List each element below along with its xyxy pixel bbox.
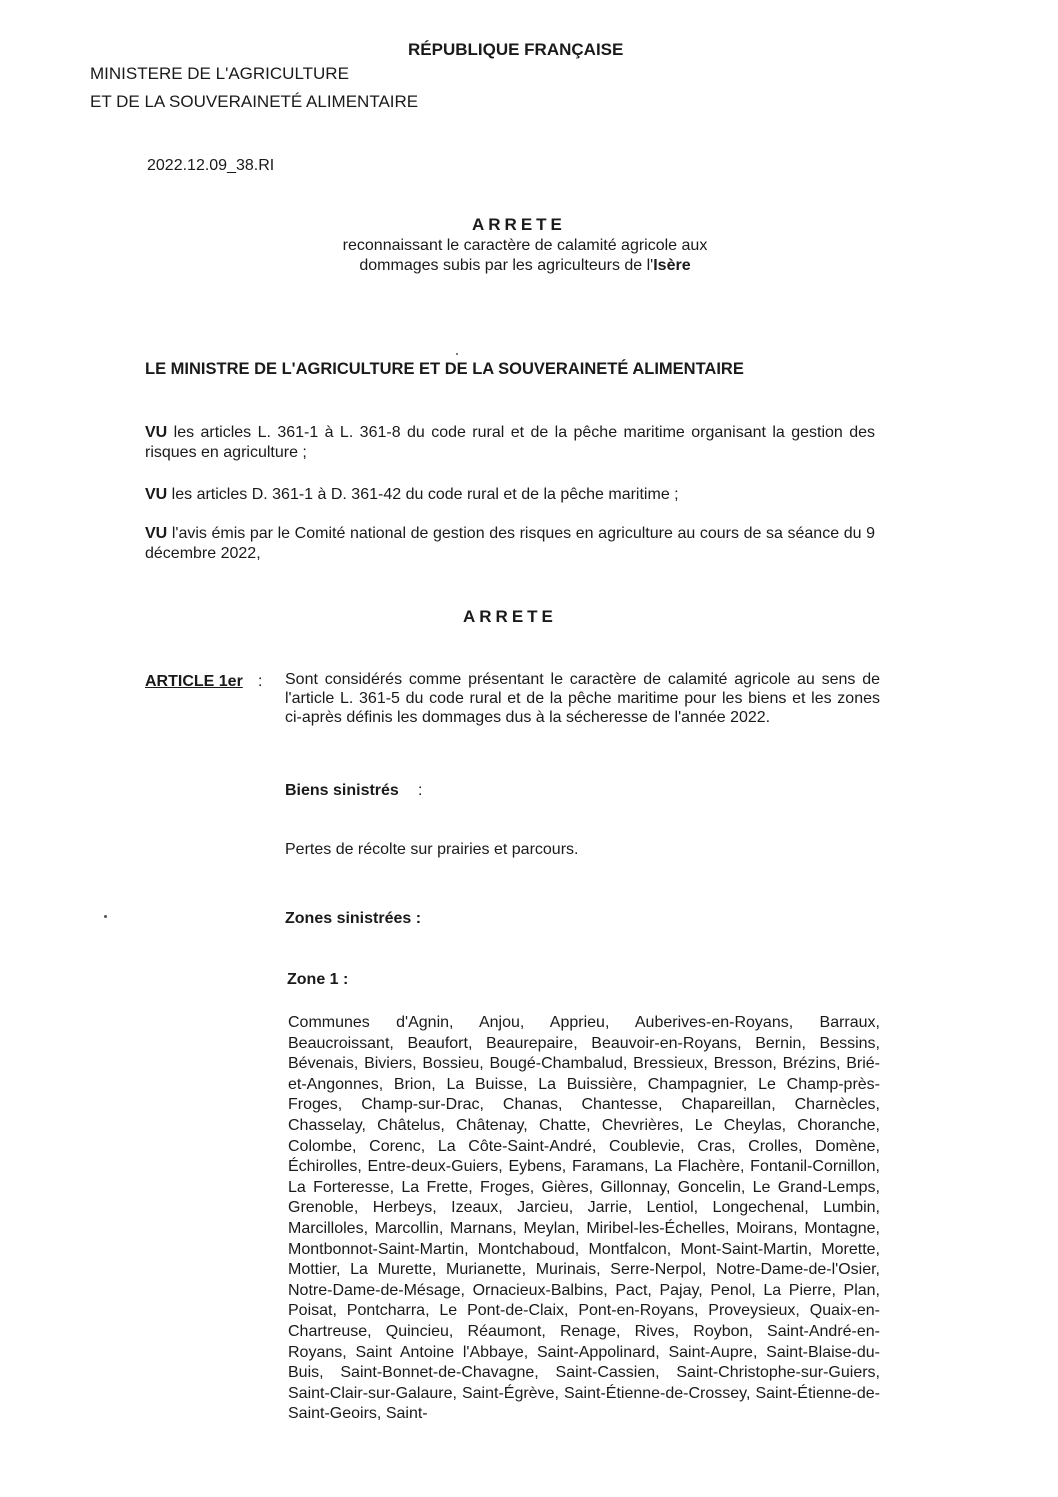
- minister-heading: LE MINISTRE DE L'AGRICULTURE ET DE LA SOUVERAINETÉ ALIMENTAIRE: [145, 360, 744, 378]
- vu-text: les articles L. 361-1 à L. 361-8 du code rural et de la pêche maritime organisant la gestion des risques en agriculture ;: [145, 424, 875, 461]
- biens-sinistres-label: Biens sinistrés: [285, 782, 399, 799]
- subtitle-text: reconnaissant le caractère de calamité agricole aux dommages subis par les agriculteurs de l': [342, 237, 708, 274]
- biens-sinistres-text: Pertes de récolte sur prairies et parcours.: [285, 841, 579, 858]
- vu-prefix: VU: [145, 525, 168, 542]
- document-title: ARRETE: [472, 215, 566, 234]
- vu-paragraph-1: [145, 423, 875, 463]
- article-1-colon: :: [258, 673, 263, 690]
- vu-prefix: VU: [145, 486, 168, 503]
- zone-1-label: Zone 1 :: [287, 971, 349, 988]
- zones-sinistrees-label: Zones sinistrées :: [285, 910, 422, 927]
- biens-sinistres-colon: :: [418, 782, 423, 799]
- department-name: Isère: [653, 257, 691, 274]
- vu-text: l'avis émis par le Comité national de gestion des risques en agriculture au cours de sa séance du 9 décembre 2022,: [145, 525, 875, 562]
- scan-speck: [104, 915, 107, 918]
- ministry-name-line2: ET DE LA SOUVERAINETÉ ALIMENTAIRE: [90, 92, 419, 111]
- article-1-text: Sont considérés comme présentant le caractère de calamité agricole au sens de l'article L. 361-5 du code rural et de la pêche maritime pour les biens et les zones ci-après définis les dommages dus à la sécheresse de l'année 2022.: [285, 671, 880, 726]
- arrete-heading: ARRETE: [463, 607, 557, 626]
- vu-paragraph-2: [145, 485, 875, 505]
- zone-1-communes: Communes d'Agnin, Anjou, Apprieu, Auberives-en-Royans, Barraux, Beaucroissant, Beaufort, Beaurepaire, Beauvoir-en-Royans, Bernin, Bessins, Bévenais, Biviers, Bossieu, Bougé-Chambalud, Bressieux, Bresson, Brézins, Brié-et-Angonnes, Brion, La Buisse, La Buissière, Champagnier, Le Champ-près-Froges, Champ-sur-Drac, Chanas, Chantesse, Chapareillan, Charnècles, Chasselay, Châtelus, Châtenay, Chatte, Chevrières, Le Cheylas, Choranche, Colombe, Corenc, La Côte-Saint-André, Coublevie, Cras, Crolles, Domène, Échirolles, Entre-deux-Guiers, Eybens, Faramans, La Flachère, Fontanil-Cornillon, La Forteresse, La Frette, Froges, Gières, Gillonnay, Goncelin, Le Grand-Lemps, Grenoble, Herbeys, Izeaux, Jarcieu, Jarrie, Lentiol, Longechenal, Lumbin, Marcilloles, Marcollin, Marnans, Meylan, Miribel-les-Échelles, Moirans, Montagne, Montbonnot-Saint-Martin, Montchaboud, Montfalcon, Mont-Saint-Martin, Morette, Mottier, La Murette, Murianette, Murinais, Serre-Nerpol, Notre-Dame-de-l'Osier, Notre-Dame-de-Mésage, Ornacieux-Balbins, Pact, Pajay, Penol, La Pierre, Plan, Poisat, Pontcharra, Le Pont-de-Claix, Pont-en-Royans, Proveysieux, Quaix-en-Chartreuse, Quincieu, Réaumont, Renage, Rives, Roybon, Saint-André-en-Royans, Saint Antoine l'Abbaye, Saint-Appolinard, Saint-Aupre, Saint-Blaise-du-Buis, Saint-Bonnet-de-Chavagne, Saint-Cassien, Saint-Christophe-sur-Guiers, Saint-Clair-sur-Galaure, Saint-Égrève, Saint-Étienne-de-Crossey, Saint-Étienne-de-Saint-Geoirs, Saint-: [288, 1014, 880, 1423]
- vu-text: les articles D. 361-1 à D. 361-42 du code rural et de la pêche maritime ;: [167, 486, 679, 503]
- ministry-name-line1: MINISTERE DE L'AGRICULTURE: [90, 64, 349, 83]
- scan-speck: [456, 353, 458, 355]
- vu-prefix: VU: [145, 424, 168, 441]
- article-1-label: ARTICLE 1er: [145, 673, 243, 690]
- document-reference: 2022.12.09_38.RI: [147, 157, 275, 174]
- document-subtitle: [330, 236, 720, 276]
- vu-paragraph-3: [145, 524, 875, 564]
- republique-heading: RÉPUBLIQUE FRANÇAISE: [408, 40, 624, 59]
